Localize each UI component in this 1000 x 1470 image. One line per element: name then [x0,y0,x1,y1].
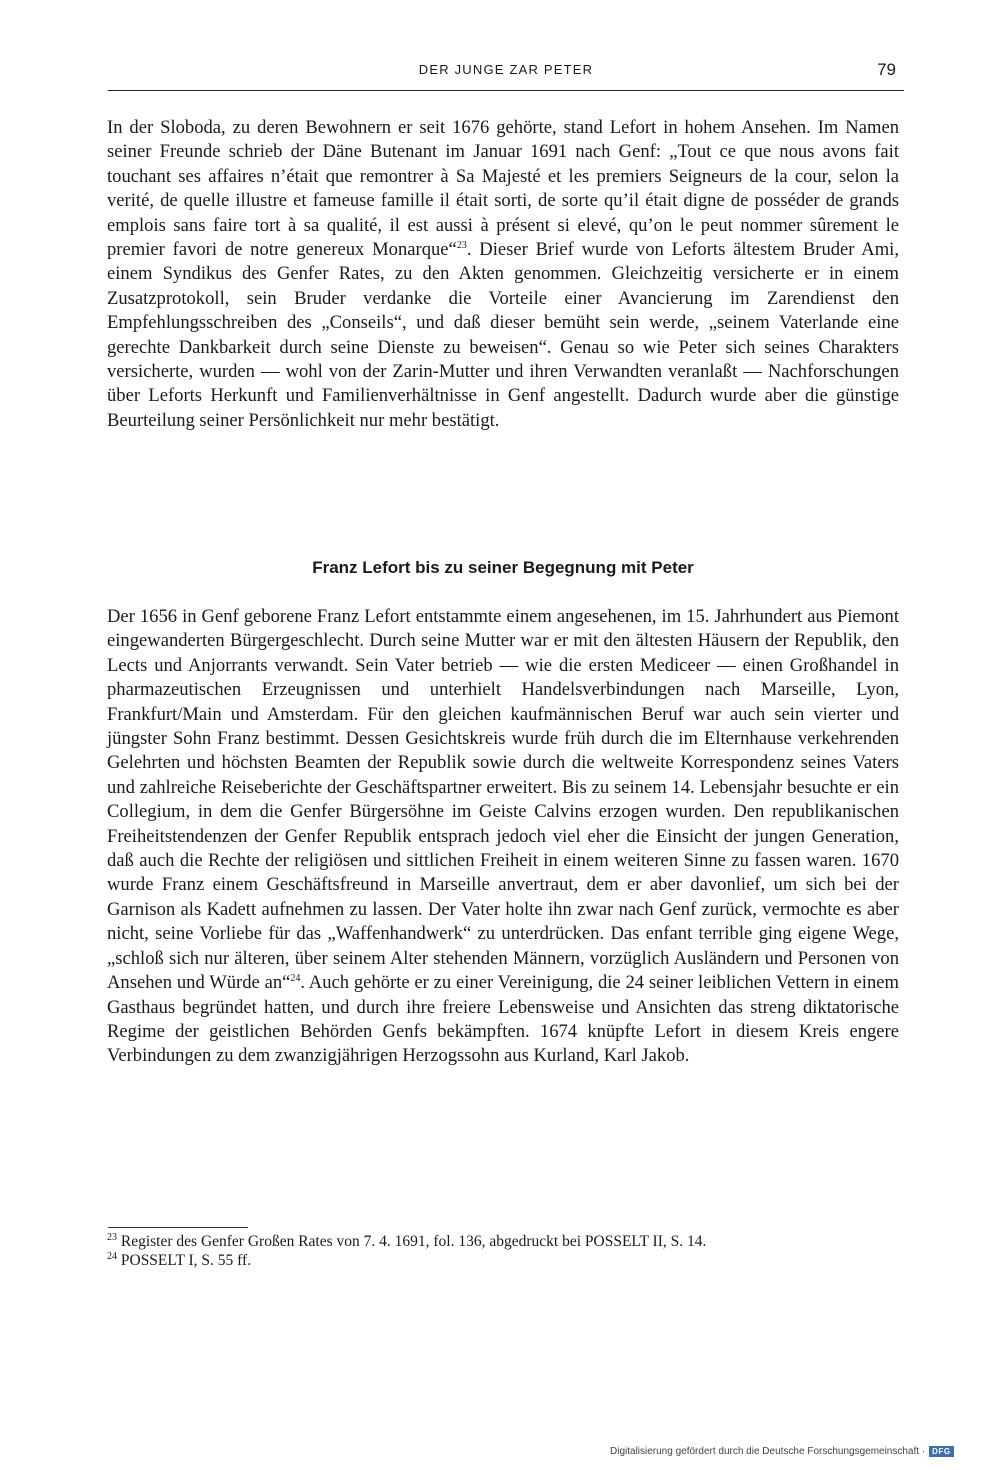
page-header [108,60,904,86]
paragraph-1-text-b: . Dieser Brief wurde von Leforts ältestem Bruder Ami, einem Syndikus des Genfer Rates, zu den Akten genommen. Gleichzeitig versicherte er in einem Zusatzprotokoll, sein Bruder verdanke die Vorteile einer Avancierung im Zarendienst den Empfehlungsschreiben des „Conseils“, und daß dieser bemüht sein werde, „seinem Vaterlande eine gerechte Dankbarkeit durch seine Dienste zu beweisen“. Genau so wie Peter sich seines Charakters versicherte, wurden — wohl von der Zarin-Mutter und ihren Verwandten veranlaßt — Nachforschungen über Leforts Herkunft und Familienverhältnisse in Genf angestellt. Dadurch wurde aber die günstige Beurteilung seiner Persönlichkeit nur mehr bestätigt. [107,239,899,431]
footnote-ref-24[interactable]: 24 [290,972,301,984]
footnote-text: Register des Genfer Großen Rates von 7. 4. 1691, fol. 136, abgedruckt bei POSSELT II, S. 14. [117,1233,707,1250]
page-number: 79 [877,60,896,79]
footnote-ref-23[interactable]: 23 [456,239,467,251]
footnote-rule [108,1227,248,1228]
footnote-24 [107,1251,899,1270]
paragraph-2-text-a: Der 1656 in Genf geborene Franz Lefort entstammte einem angesehenen, im 15. Jahrhundert aus Piemont eingewanderten Bürgergeschlecht. Durch seine Mutter war er mit den ältesten Häusern der Republik, den Lects und Anjorrants verwandt. Sein Vater betrieb — wie die ersten Mediceer — einen Großhandel in pharmazeutischen Erzeugnissen und unterhielt Handelsverbindungen nach Marseille, Lyon, Frankfurt/Main und Amsterdam. Für den gleichen kaufmännischen Beruf war auch sein vierter und jüngster Sohn Franz bestimmt. Dessen Gesichtskreis wurde früh durch die im Elternhause verkehrenden Gelehrten und höchsten Beamten der Republik sowie durch die weltweite Korrespondenz seines Vaters und zahlreiche Reiseberichte der Geschäftspartner erweitert. Bis zu seinem 14. Lebensjahr besuchte er ein Collegium, in dem die Genfer Bürgersöhne im Geiste Calvins erzogen wurden. Den republikanischen Freiheitstendenzen der Genfer Republik entsprach jedoch viel eher die Einsicht der jungen Generation, daß auch die Rechte der religiösen und sittlichen Freiheit in einem weiteren Sinne zu fassen waren. 1670 wurde Franz einem Geschäftsfreund in Marseille anvertraut, dem er aber davonlief, um sich bei der Garnison als Kadett aufnehmen zu lassen. Der Vater holte ihn zwar nach Genf zurück, vermochte es aber nicht, seine Vorliebe für das „Waffenhandwerk“ zu unterdrücken. Das enfant terrible ging eigene Wege, „schloß sich nur älteren, über seinem Alter stehenden Männern, vorzüglich Ausländern und Personen von Ansehen und Würde an“ [107,606,899,994]
section-heading: Franz Lefort bis zu seiner Begegnung mit Peter [312,558,694,577]
credit-text: Digitalisierung gefördert durch die Deutsche Forschungsgemeinschaft · [610,1446,926,1457]
dfg-logo: DFG [929,1446,953,1457]
footnote-23 [107,1232,899,1251]
footnote-number: 23 [107,1231,117,1243]
footnotes [107,1232,899,1270]
paragraph-1-text-a: In der Sloboda, zu deren Bewohnern er seit 1676 gehörte, stand Lefort in hohem Ansehen. Im Namen seiner Freunde schrieb der Däne Butenant im Januar 1691 nach Genf: „Tout ce que nous avons fait touchant ses affaires n’était que remontrer à Sa Majesté et les premiers Seigneurs de la cour, selon la verité, de quelle illustre et fameuse famille il était sorti, de sorte qu’il était digne de posséder de grands emplois sans faire tort à sa qualité, il est aussi à présent si elevé, qu’on le peut nommer sûrement le premier favori de notre genereux Monarque“ [107,117,899,261]
running-title: DER JUNGE ZAR PETER [418,62,594,77]
footnote-number: 24 [107,1250,117,1262]
header-rule [108,90,904,91]
paragraph-1 [107,116,899,433]
paragraph-2 [107,605,899,1069]
digitization-credit [610,1446,954,1457]
footnote-text: POSSELT I, S. 55 ff. [117,1252,252,1269]
paragraph-2-text-b: . Auch gehörte er zu einer Vereinigung, die 24 seiner leiblichen Vettern in einem Gasthaus begründet hatten, und durch ihre freiere Lebensweise und Ansichten das streng diktatorische Regime der geistlichen Behörden Genfs bekämpften. 1674 knüpfte Lefort in diesem Kreis engere Verbindungen zu dem zwanzigjährigen Herzogssohn aus Kurland, Karl Jakob. [107,972,899,1067]
